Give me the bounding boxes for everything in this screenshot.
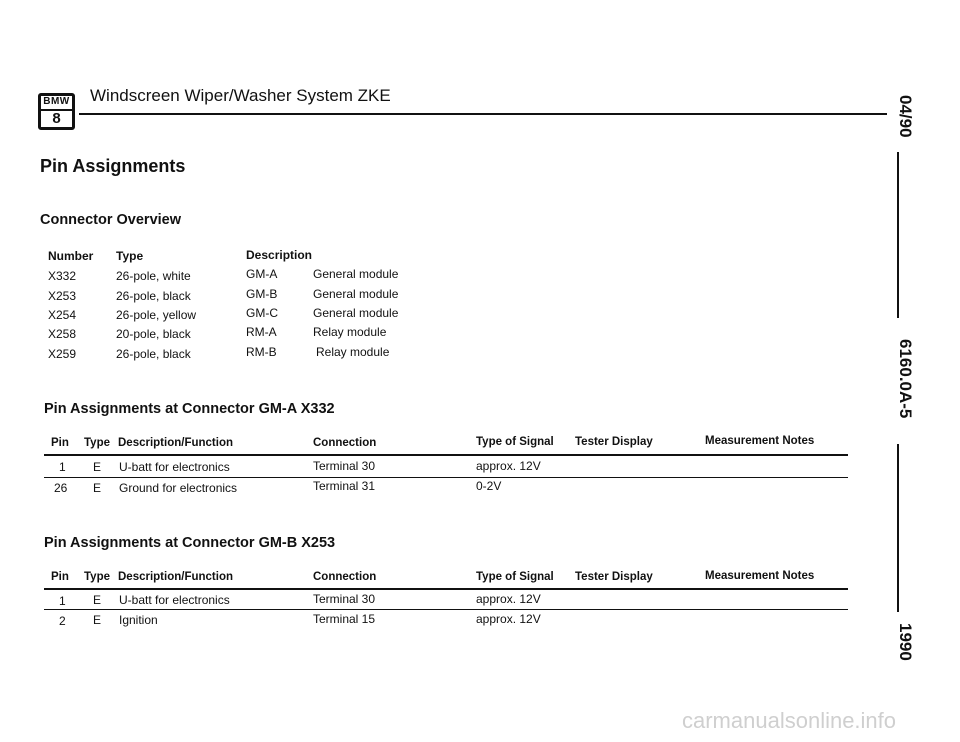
overview-type: 20-pole, black [116, 327, 191, 341]
row-signal: approx. 12V [476, 459, 541, 473]
overview-number: X253 [48, 289, 77, 303]
row-description: Ground for electronics [119, 481, 238, 495]
side-rule [897, 152, 899, 318]
col-type: Type [84, 571, 110, 583]
row-description: Ignition [119, 613, 158, 627]
table-header-rule [44, 588, 848, 590]
col-tester: Tester Display [575, 436, 653, 448]
overview-type: 26-pole, black [116, 347, 191, 361]
row-connection: Terminal 15 [313, 612, 376, 626]
row-divider [44, 477, 848, 478]
overview-number: X259 [48, 347, 77, 361]
overview-heading: Connector Overview [40, 212, 182, 228]
overview-col-number: Number [48, 249, 94, 263]
overview-number: X258 [48, 327, 77, 341]
side-date: 04/90 [896, 95, 915, 138]
row-pin: 2 [59, 614, 66, 628]
overview-desc: General module [313, 267, 399, 281]
overview-code: GM-A [246, 267, 278, 281]
row-pin: 1 [59, 460, 66, 474]
overview-type: 26-pole, yellow [116, 308, 197, 322]
col-notes: Measurement Notes [705, 570, 815, 582]
overview-desc: Relay module [313, 325, 387, 339]
overview-code: GM-C [246, 306, 278, 320]
row-description: U-batt for electronics [119, 593, 230, 607]
overview-code: RM-B [246, 345, 277, 359]
row-type: E [93, 481, 102, 495]
logo-brand: BMW [41, 96, 72, 111]
overview-code: RM-A [246, 325, 277, 339]
side-doc-code: 6160.0A-5 [896, 339, 915, 419]
overview-col-type: Type [116, 249, 144, 263]
col-pin: Pin [51, 571, 69, 583]
row-signal: 0-2V [476, 479, 502, 493]
col-connection: Connection [313, 437, 377, 449]
col-pin: Pin [51, 437, 69, 449]
col-signal: Type of Signal [476, 436, 554, 448]
side-year: 1990 [896, 623, 915, 661]
document-title: Windscreen Wiper/Washer System ZKE [90, 86, 391, 105]
overview-code: GM-B [246, 287, 278, 301]
row-type: E [93, 593, 102, 607]
logo-number: 8 [52, 110, 61, 127]
overview-desc: General module [313, 306, 399, 320]
section-title: Pin Assignments [40, 156, 186, 176]
row-type: E [93, 460, 102, 474]
overview-desc: Relay module [316, 345, 390, 359]
col-description: Description/Function [118, 571, 233, 583]
col-tester: Tester Display [575, 571, 653, 583]
row-divider [44, 609, 848, 610]
gm-a-heading: Pin Assignments at Connector GM-A X332 [44, 401, 335, 417]
row-type: E [93, 613, 102, 627]
row-signal: approx. 12V [476, 592, 541, 606]
table-header-rule [44, 454, 848, 456]
row-connection: Terminal 31 [313, 479, 376, 493]
gm-b-heading: Pin Assignments at Connector GM-B X253 [44, 535, 336, 551]
watermark: carmanualsonline.info [682, 708, 897, 733]
row-connection: Terminal 30 [313, 459, 376, 473]
row-signal: approx. 12V [476, 612, 541, 626]
row-pin: 1 [59, 594, 66, 608]
overview-desc: General module [313, 287, 399, 301]
col-type: Type [84, 437, 110, 449]
overview-col-description: Description [246, 248, 313, 262]
side-rule [897, 444, 899, 612]
header-rule [79, 113, 887, 115]
row-description: U-batt for electronics [119, 460, 230, 474]
col-notes: Measurement Notes [705, 435, 815, 447]
bmw-logo [38, 93, 75, 130]
overview-type: 26-pole, white [116, 269, 191, 283]
overview-type: 26-pole, black [116, 289, 191, 303]
col-description: Description/Function [118, 437, 233, 449]
overview-number: X254 [48, 308, 77, 322]
row-connection: Terminal 30 [313, 592, 376, 606]
row-pin: 26 [54, 481, 68, 495]
col-signal: Type of Signal [476, 571, 554, 583]
col-connection: Connection [313, 571, 377, 583]
overview-number: X332 [48, 269, 77, 283]
